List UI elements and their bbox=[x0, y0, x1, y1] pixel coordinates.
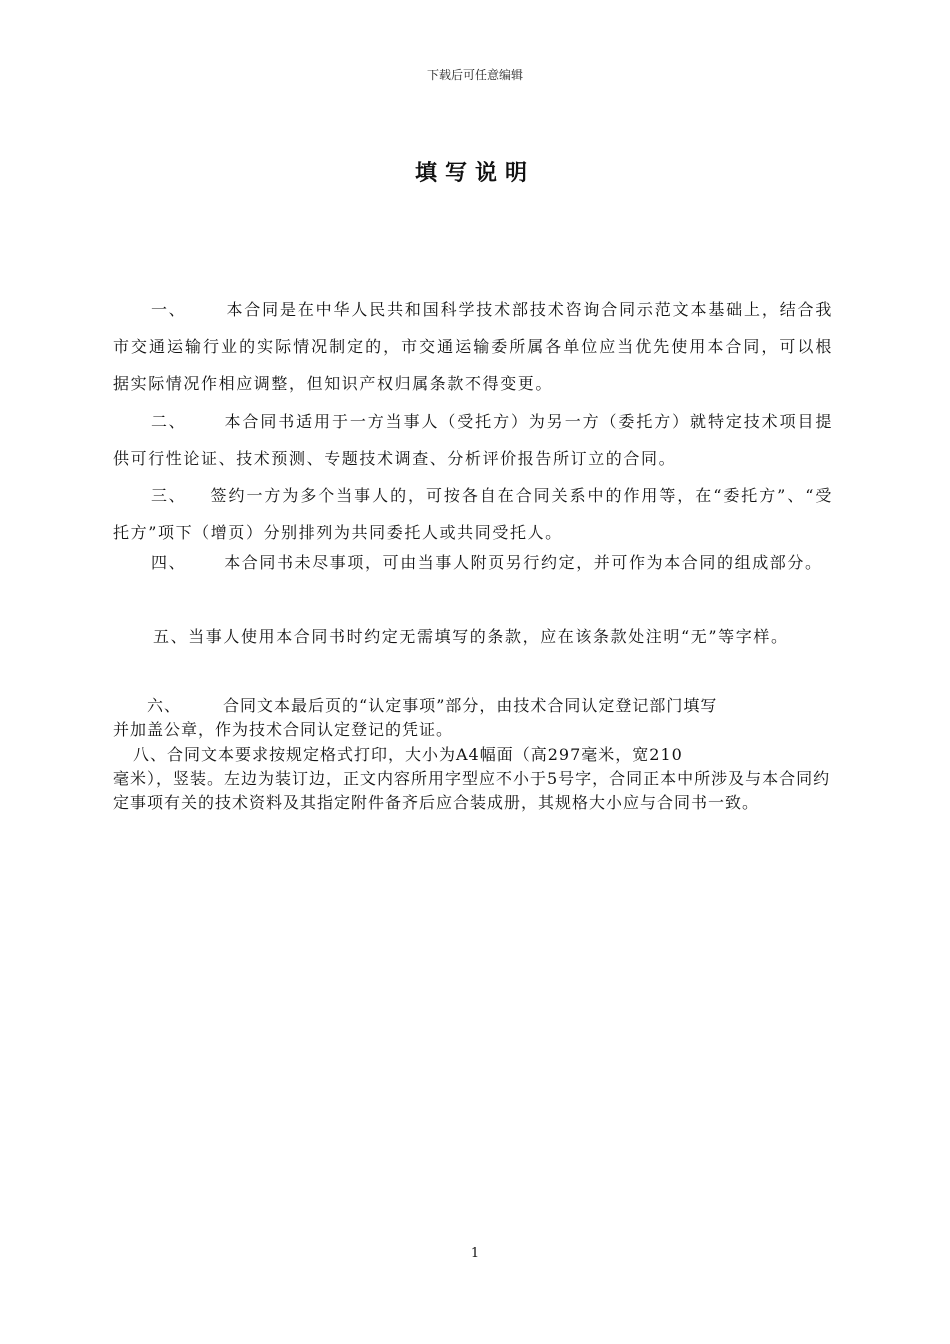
paragraph-3-number: 三、 bbox=[151, 486, 187, 505]
paragraph-1-text: 本合同是在中华人民共和国科学技术部技术咨询合同示范文本基础上，结合我市交通运输行业的实际情况制定的，市交通运输委所属各单位应当优先使用本合同，可以根据实际情况作相应调整，但知识产权归属条款不得变更。 bbox=[113, 300, 833, 393]
page-title: 填写说明 bbox=[414, 160, 535, 186]
paragraph-3 bbox=[113, 477, 833, 551]
paragraph-3-text: 签约一方为多个当事人的，可按各自在合同关系中的作用等，在“委托方”、“受托方”项下（增页）分别排列为共同委托人或共同受托人。 bbox=[113, 486, 833, 542]
paragraph-2-number: 二、 bbox=[151, 412, 187, 431]
paragraph-2 bbox=[113, 403, 833, 477]
paragraph-4-text: 本合同书未尽事项，可由当事人附页另行约定，并可作为本合同的组成部分。 bbox=[224, 553, 823, 572]
paragraph-6-line1: 合同文本最后页的“认定事项”部分，由技术合同认定登记部门填写 bbox=[223, 696, 718, 715]
paragraph-5 bbox=[113, 618, 833, 655]
page-number: 1 bbox=[470, 1246, 480, 1261]
paragraph-6-number: 六、 bbox=[147, 696, 182, 715]
header-note: 下载后可任意编辑 bbox=[426, 68, 523, 82]
paragraph-5-text: 当事人使用本合同书时约定无需填写的条款，应在该条款处注明“无”等字样。 bbox=[188, 627, 789, 646]
paragraph-4 bbox=[113, 544, 833, 581]
paragraph-1-number: 一、 bbox=[151, 300, 187, 319]
paragraph-8 bbox=[113, 743, 833, 815]
paragraph-5-number: 五、 bbox=[153, 627, 189, 646]
paragraph-8-text: 八、合同文本要求按规定格式打印，大小为A4幅面（高297毫米，宽210 bbox=[133, 745, 683, 764]
paragraph-4-number: 四、 bbox=[151, 553, 187, 572]
paragraph-1 bbox=[113, 291, 833, 402]
paragraph-2-text: 本合同书适用于一方当事人（受托方）为另一方（委托方）就特定技术项目提供可行性论证、技术预测、专题技术调查、分析评价报告所订立的合同。 bbox=[113, 412, 833, 468]
paragraph-6 bbox=[113, 694, 833, 742]
paragraph-8-rest: 毫米），竖装。左边为装订边，正文内容所用字型应不小于5号字，合同正本中所涉及与本合同约定事项有关的技术资料及其指定附件备齐后应合装成册，其规格大小应与合同书一致。 bbox=[113, 769, 831, 812]
paragraph-6-line2: 并加盖公章，作为技术合同认定登记的凭证。 bbox=[113, 720, 454, 739]
